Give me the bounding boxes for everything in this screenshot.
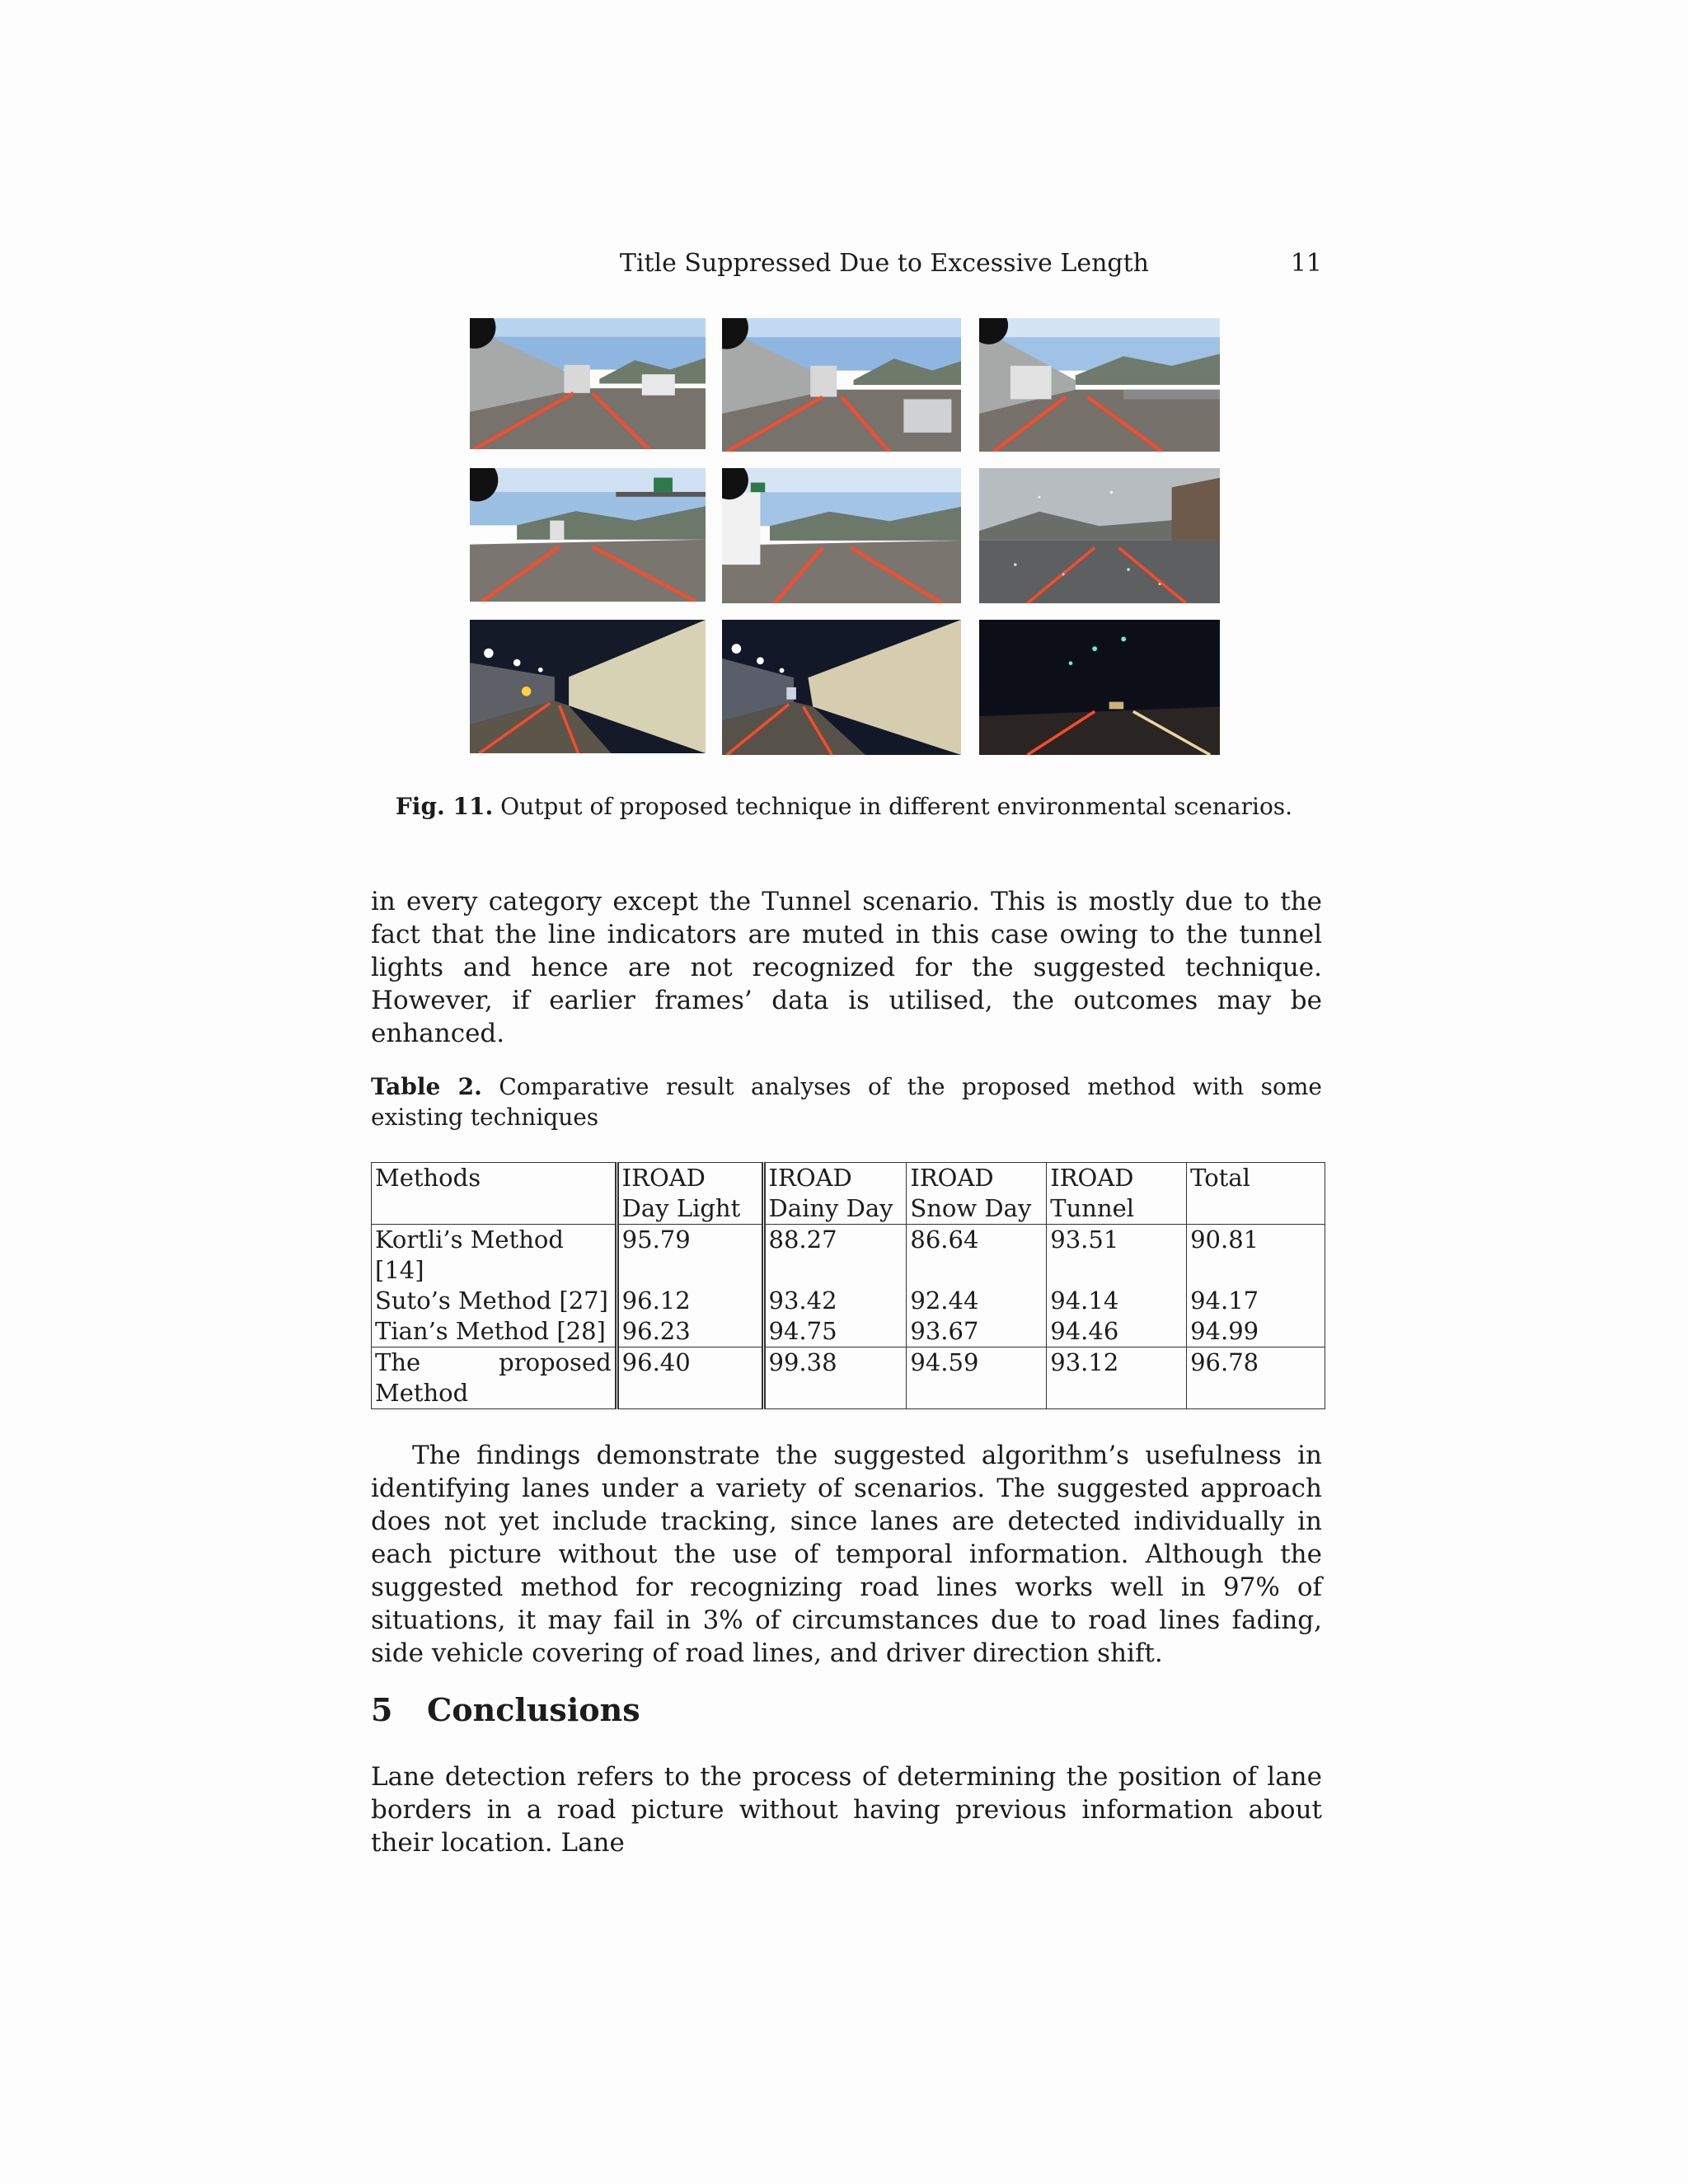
value-cell: 94.59 [907, 1347, 1047, 1409]
figure-caption-text: Output of proposed technique in different environmental scenarios. [500, 793, 1293, 820]
table-row [372, 1316, 1325, 1347]
scene-image-day-3 [979, 318, 1220, 452]
value-cell: 92.44 [907, 1286, 1047, 1316]
value-cell: 94.14 [1047, 1286, 1187, 1316]
running-title: Title Suppressed Due to Excessive Length [619, 249, 1149, 278]
figure-caption [366, 793, 1322, 820]
table-row [372, 1225, 1325, 1286]
table-caption [371, 1071, 1322, 1132]
scene-image-rain [979, 468, 1220, 603]
value-cell: 95.79 [617, 1225, 763, 1286]
scene-image-day-2 [722, 318, 961, 452]
method-cell: Kortli’s Method [14] [372, 1225, 617, 1286]
value-cell: 94.99 [1187, 1316, 1325, 1347]
method-cell: The proposed Method [372, 1347, 617, 1409]
figure-label: Fig. 11. [395, 793, 494, 820]
header-total: Total [1187, 1163, 1325, 1225]
scene-image-day-1 [470, 318, 706, 449]
body-paragraph-2: The findings demonstrate the suggested algorithm’s usefulness in identifying lanes under a variety of scenarios. The suggested approach does not yet include tracking, since lanes are detected individually in each picture without the use of temporal information. Although the suggested method for recognizing road lines works well in 97% of situations, it may fail in 3% of circumstances due to road lines fading, side vehicle covering of road lines, and driver direction shift. [371, 1441, 1322, 1668]
header-iroad-dainy-day: IROAD Dainy Day [763, 1163, 907, 1225]
value-cell: 93.42 [763, 1286, 907, 1316]
scene-image-day-4 [470, 468, 706, 602]
header-methods: Methods [372, 1163, 617, 1225]
method-cell: Suto’s Method [27] [372, 1286, 617, 1316]
table-caption-text: Comparative result analyses of the proposed method with some existing techniques [371, 1073, 1322, 1131]
value-cell: 93.12 [1047, 1347, 1187, 1409]
body-paragraph-1: in every category except the Tunnel scenario. This is mostly due to the fact that the line indicators are muted in this case owing to the tunnel lights and hence are not recognized for the suggested technique. However, if earlier frames’ data is utilised, the outcomes may be enhanced. [371, 887, 1322, 1048]
value-cell: 99.38 [763, 1347, 907, 1409]
value-cell: 93.67 [907, 1316, 1047, 1347]
header-iroad-day-light: IROAD Day Light [617, 1163, 763, 1225]
value-cell: 93.51 [1047, 1225, 1187, 1286]
page-number: 11 [1290, 249, 1322, 278]
value-cell: 88.27 [763, 1225, 907, 1286]
body-paragraph-3: Lane detection refers to the process of determining the position of lane borders in a road picture without having previous information about their location. Lane [371, 1762, 1322, 1858]
section-number: 5 [371, 1691, 393, 1728]
table-label: Table 2. [371, 1073, 482, 1100]
value-cell: 96.40 [617, 1347, 763, 1409]
scene-image-night [979, 620, 1220, 755]
table-row [372, 1286, 1325, 1316]
value-cell: 90.81 [1187, 1225, 1325, 1286]
value-cell: 96.23 [617, 1316, 763, 1347]
value-cell: 94.75 [763, 1316, 907, 1347]
value-cell: 94.46 [1047, 1316, 1187, 1347]
table-row-proposed [372, 1347, 1325, 1409]
header-iroad-snow-day: IROAD Snow Day [907, 1163, 1047, 1225]
results-table [371, 1162, 1325, 1409]
section-title: Conclusions [427, 1691, 640, 1728]
scene-image-tunnel-2 [722, 620, 961, 755]
header-iroad-tunnel: IROAD Tunnel [1047, 1163, 1187, 1225]
method-cell: Tian’s Method [28] [372, 1316, 617, 1347]
value-cell: 86.64 [907, 1225, 1047, 1286]
value-cell: 96.12 [617, 1286, 763, 1316]
value-cell: 94.17 [1187, 1286, 1325, 1316]
scene-image-tunnel-1 [470, 620, 706, 753]
section-heading [371, 1691, 640, 1728]
table-header-row [372, 1163, 1325, 1225]
scene-image-day-5 [722, 468, 961, 603]
value-cell: 96.78 [1187, 1347, 1325, 1409]
